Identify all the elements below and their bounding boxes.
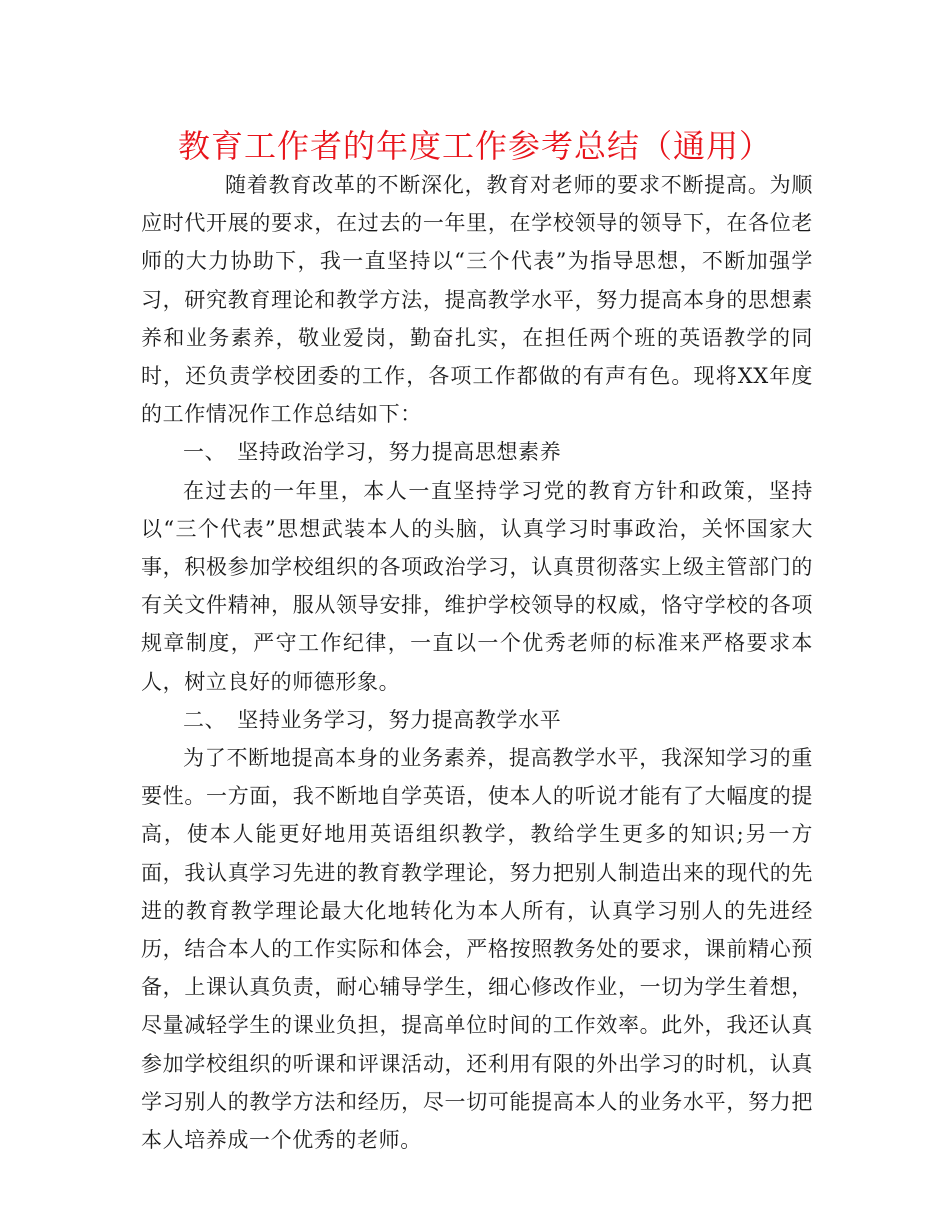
intro-paragraph: 随着教育改革的不断深化，教育对老师的要求不断提高。为顺应时代开展的要求，在过去的一年里，在学校领导的领导下，在各位老师的大力协助下，我一直坚持以“三个代表”为指导思想，不断加强学习，研究教育理论和教学方法，提高教学水平，努力提高本身的思想素养和业务素养，敬业爱岗，勤奋扎实，在担任两个班的英语教学的同时，还负责学校团委的工作，各项工作都做的有声有色。现将XX年度的工作情况作工作总结如下： — [141, 173, 813, 427]
document-title: 教育工作者的年度工作参考总结（通用） — [177, 127, 772, 165]
document-body — [141, 166, 813, 1159]
body-paragraph-2: 为了不断地提高本身的业务素养，提高教学水平，我深知学习的重要性。一方面，我不断地自学英语，使本人的听说才能有了大幅度的提高，使本人能更好地用英语组织教学，教给学生更多的知识;另一方面，我认真学习先进的教育教学理论，努力把别人制造出来的现代的先进的教育教学理论最大化地转化为本人所有，认真学习别人的先进经历，结合本人的工作实际和体会，严格按照教务处的要求，课前精心预备，上课认真负责，耐心辅导学生，细心修改作业，一切为学生着想，尽量减轻学生的课业负担，提高单位时间的工作效率。此外，我还认真参加学校组织的听课和评课活动，还利用有限的外出学习的时机，认真学习别人的教学方法和经历，尽一切可能提高本人的业务水平，努力把本人培养成一个优秀的老师。 — [141, 746, 813, 1153]
section-heading-1: 一、 坚持政治学习，努力提高思想素养 — [183, 440, 562, 465]
body-paragraph-1: 在过去的一年里，本人一直坚持学习党的教育方针和政策，坚持以“三个代表”思想武装本人的头脑，认真学习时事政治，关怀国家大事，积极参加学校组织的各项政治学习，认真贯彻落实上级主管部门的有关文件精神，服从领导安排，维护学校领导的权威，恪守学校的各项规章制度，严守工作纪律，一直以一个优秀老师的标准来严格要求本人，树立良好的师德形象。 — [141, 478, 813, 694]
section-heading-2: 二、 坚持业务学习，努力提高教学水平 — [183, 707, 562, 732]
